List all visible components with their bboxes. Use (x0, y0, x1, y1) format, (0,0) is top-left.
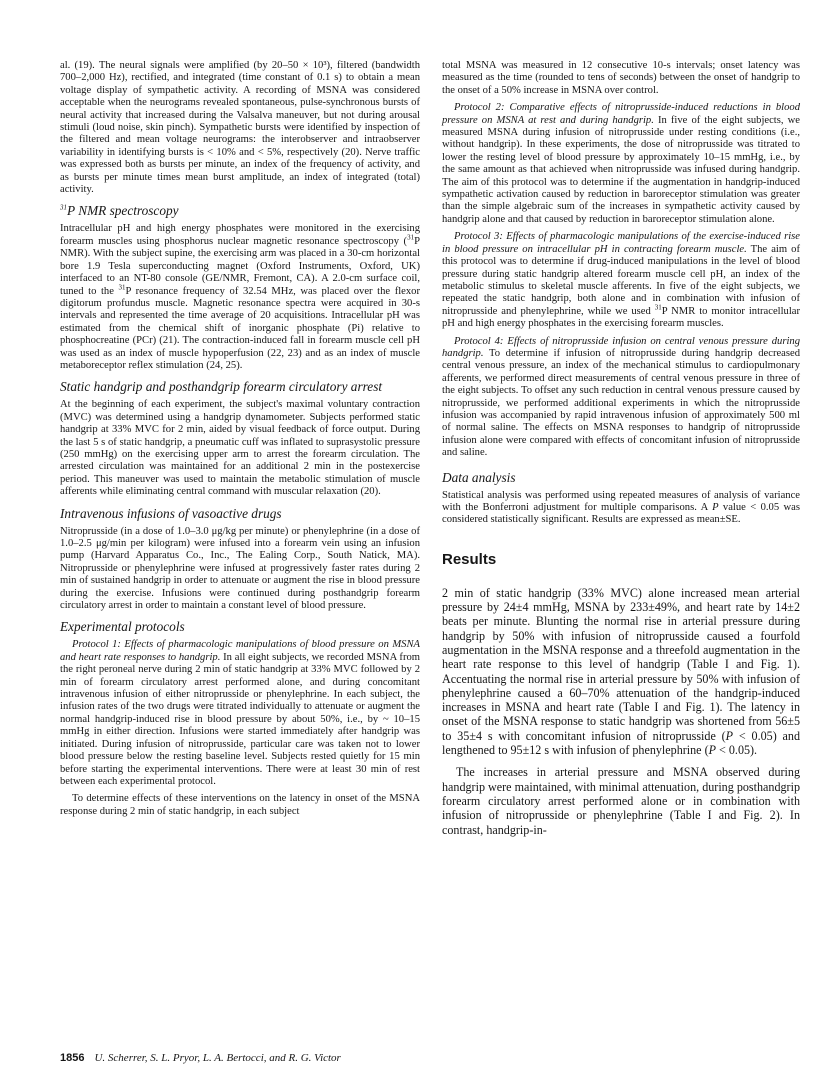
protocol-1-title: Protocol 1: Effects of pharmacologic manipulations of blood pressure on MSNA and heart rate responses to handgrip. (60, 639, 420, 663)
nmr-text-b: P NMR). With the subject supine, the exercising arm was placed in a 30-cm horizontal bore 1.9 Tesla superconducting magnet (Oxford Instruments, Oxford, UK) interfaced to an NT-80 console (GE/NMR, Fremont, CA). A 2.0-cm surface coil, tuned to the (60, 235, 420, 297)
results-text-b: < 0.05) and lengthened to 95±12 s with infusion of phenylephrine ( (442, 728, 801, 758)
latency-paragraph: To determine effects of these interventions on the latency in onset of the MSNA response during 2 min of static handgrip, in each subject (60, 793, 420, 817)
results-section (442, 586, 800, 837)
p-symbol: P (712, 502, 719, 513)
data-analysis-text-b: value < 0.05 was considered statistically significant. Results are expressed as mean±SE. (442, 502, 800, 526)
right-column (442, 60, 800, 837)
heading-nmr (60, 203, 420, 219)
heading-iv-infusions: Intravenous infusions of vasoactive drugs (60, 505, 282, 521)
protocol-2-text: In five of the eight subjects, we measured MSNA during infusion of nitroprusside under resting conditions (i.e., without handgrip). In these experiments, the dose of nitroprusside was titrated to lower the resting level of blood pressure by approximately 10–15 mmHg, i.e., by the same amount as that achieved when nitroprusside was infused during handgrip. The aim of this protocol was to determine if the augmentation in handgrip-induced sympathetic activation caused by reduction in baroreceptor stimulation was greater than the simple algebraic sum of the increases in sympathetic activity caused by handgrip alone and that caused by reduction in baroreceptor stimulation alone. (442, 114, 800, 225)
page-number: 1856 (60, 1052, 85, 1064)
isotope-superscript: 31 (118, 282, 126, 291)
protocol-4-text: To determine if infusion of nitroprusside during handgrip decreased central venous pressure, an index of the mechanical stimulus to cardiopulmonary afferents, we performed direct measurements of central venous pressure in three of the eight subjects. To offset any such reduction in central venous pressure caused by nitroprusside, we performed additional experiments in which the nitroprusside infusion was accompanied by rapid intravenous infusion of approximately 500 ml of normal saline. The effects on MSNA responses to handgrip of nitroprusside infusion alone were compared with effects of concomitant infusion of nitroprusside and saline. (442, 347, 800, 459)
heading-data-analysis: Data analysis (442, 469, 516, 485)
methods-paragraph-msna: al. (19). The neural signals were amplified (by 20–50 × 10³), filtered (bandwidth 700–2,000 Hz), rectified, and integrated (time constant of 0.1 s) to obtain a mean voltage display of sympathetic activity. A recording of MSNA was considered acceptable when the neurograms revealed spontaneous, pulse-synchronous bursts of neural activity that increased during the Valsalva maneuver, but not during arousal stimuli (loud noise, skin pinch). Sympathetic bursts were identified by inspection of the filtered and mean voltage neurograms: the interobserver and intraobserver variability in identifying bursts is < 10% and < 5%, respectively (20). Nerve traffic was expressed both as bursts per minute, an index of the frequency of activity, and as bursts per minute times mean burst amplitude, an index of integrated (total) activity. (60, 60, 420, 196)
results-paragraph-1 (442, 586, 800, 758)
isotope-superscript: 31 (60, 204, 67, 213)
protocol-4-title: Protocol 4: Effects of nitroprusside infusion on central venous pressure during handgrip. (442, 335, 800, 359)
data-analysis-text-a: Statistical analysis was performed using repeated measures of analysis of variance with the Bonferroni adjustment for multiple comparisons. A (442, 489, 800, 513)
protocol-2-title: Protocol 2: Comparative effects of nitroprusside-induced reductions in blood pressure on MSNA at rest and during handgrip. (442, 102, 800, 126)
iv-infusions-paragraph: Nitroprusside (in a dose of 1.0–3.0 μg/kg per minute) or phenylephrine (in a dose of 1.0–2.5 μg/min per kilogram) were infused into a forearm vein using an infusion pump (Harvard Apparatus Co., Inc., The Ealing Corp., South Natick, MA). Nitroprusside or phenylephrine were infused at progressively faster rates during 2 min of sustained handgrip in order to attenuate or augment the rise in blood pressure during the exercise. Infusions were continued during posthandgrip forearm circulatory arrest in order to maintain a constant level of blood pressure. (60, 525, 420, 612)
protocol-3-paragraph (442, 231, 800, 330)
protocol-1-paragraph (60, 639, 420, 788)
data-analysis-paragraph (442, 490, 800, 527)
protocol-4-paragraph (442, 336, 800, 460)
left-column (60, 60, 420, 818)
protocol-2-paragraph (442, 102, 800, 226)
nmr-text-a: Intracellular pH and high energy phosphates were monitored in the exercising forearm muscles using phosphorus nuclear magnetic resonance spectroscopy ( (60, 223, 420, 247)
continued-paragraph: total MSNA was measured in 12 consecutive 10-s intervals; onset latency was measured as the time (rounded to tens of seconds) between the onset of handgrip to the onset of a 50% increase in MSNA over control. (442, 60, 800, 96)
isotope-superscript: 31 (407, 233, 415, 242)
p-symbol: P (708, 743, 716, 758)
heading-nmr-text: P NMR spectroscopy (67, 203, 179, 219)
footer-authors: U. Scherrer, S. L. Pryor, L. A. Bertocci, and R. G. Victor (94, 1052, 341, 1064)
isotope-superscript: 31 (654, 303, 662, 312)
heading-static-handgrip: Static handgrip and posthandgrip forearm circulatory arrest (60, 379, 383, 395)
nmr-text-c: P resonance frequency of 32.54 MHz, was placed over the flexor digitorum profundus muscle. Magnetic resonance spectra were acquired in 30-s intervals and represented the time average of 20 acquisitions. Intracellular pH was estimated from the chemical shift of inorganic phosphate (Pi) relative to phosphocreatine (PCr) (21). The contraction-induced fall in forearm muscle cell pH was used as an index of muscle hypoperfusion (22, 23) and as an index of muscle metaboreceptor reflex stimulation (24, 25). (60, 285, 420, 371)
static-handgrip-paragraph: At the beginning of each experiment, the subject's maximal voluntary contraction (MVC) was determined using a handgrip dynamometer. Subjects performed static handgrip at 33% MVC for 2 min, aided by visual feedback of force output. During the last 5 s of static handgrip, a pneumatic cuff was inflated to suprasystolic pressure (250 mmHg) on the exercising upper arm to arrest the forearm circulation. The arrested circulation was maintained for an additional 2 min in the postexercise period. This maneuver was used to maintain the metabolic stimulation of muscle afferents while eliminating central command with muscular relaxation (20). (60, 399, 420, 498)
results-text-c: < 0.05). (716, 743, 758, 758)
protocol-1-text: In all eight subjects, we recorded MSNA from the right peroneal nerve during 2 min of static handgrip at 33% MVC followed by 2 min of forearm circulatory arrest performed alone, and during concomitant intravenous infusion of either nitroprusside or phenylephrine. In each subject, the infusion rates of the two drugs were titrated individually to attenuate or augment the normal handgrip-induced rise in blood pressure by about 50%, i.e., by ~ 10–15 mmHg in either direction. Infusions were started immediately after handgrip was initiated. During infusion of nitroprusside, particular care was taken not to lower blood pressure below the resting baseline level. Subjects rested quietly for 15 min before starting the experimental interventions. There were at least 30 min of rest between each experimental protocol. (60, 651, 421, 787)
p-symbol: P (725, 728, 734, 743)
protocol-3-text-a: The aim of this protocol was to determine if drug-induced manipulations in the level of blood pressure during static handgrip altered forearm muscle cell pH, an index of the metabolic stimulus to skeletal muscle afferents. In five of the eight subjects, we repeated the static handgrip, both alone and in combination with infusion of nitroprusside and phenylephrine, while we used (442, 243, 800, 317)
results-paragraph-2: The increases in arterial pressure and MSNA observed during handgrip were maintained, with minimal attenuation, during posthandgrip forearm circulatory arrest performed alone or in combination with infusion of nitroprusside or phenylephrine (Table I and Fig. 2). In contrast, handgrip-in- (442, 765, 800, 837)
heading-results: Results (442, 550, 497, 568)
protocol-3-text-b: P NMR to monitor intracellular pH and high energy phosphates in the exercising forearm muscles. (442, 305, 801, 330)
heading-experimental-protocols: Experimental protocols (60, 619, 185, 635)
nmr-paragraph (60, 223, 420, 372)
protocol-3-title: Protocol 3: Effects of pharmacologic manipulations of the exercise-induced rise in blood pressure on intracellular pH in contracting forearm muscle. (442, 231, 800, 255)
results-text-a: 2 min of static handgrip (33% MVC) alone increased mean arterial pressure by 24±4 mmHg, MSNA by 233±49%, and heart rate by 14±2 beats per minute. Blunting the normal rise in arterial pressure during handgrip by 50% with infusion of nitroprusside caused a fourfold augmentation in the MSNA response and a threefold augmentation in the heart rate response to this level of handgrip (Table I and Fig. 1). Accentuating the normal rise in arterial pressure by 50% with infusion of phenylephrine caused a 60–70% attenuation of the handgrip-induced increases in MSNA and heart rate (Table I and Fig. 1). The latency in onset of the MSNA response to static handgrip was shortened from 56±5 to 35±4 s with concomitant infusion of nitroprusside ( (442, 585, 800, 743)
page-footer (60, 1052, 341, 1064)
